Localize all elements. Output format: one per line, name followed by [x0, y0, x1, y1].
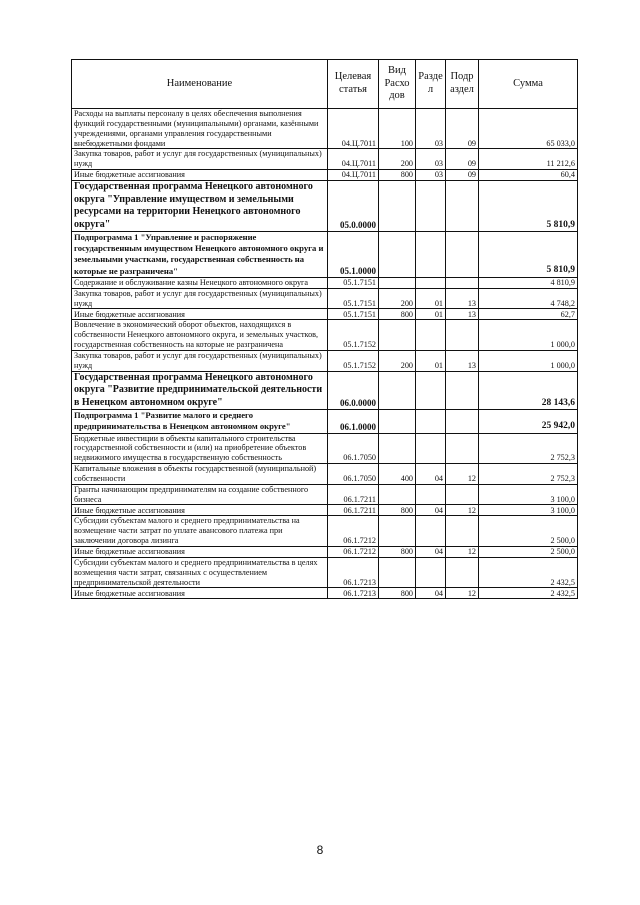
row-section-cell — [416, 371, 446, 410]
row-amount-cell: 5 810,9 — [479, 181, 578, 232]
row-amount-cell: 2 500,0 — [479, 516, 578, 547]
row-target-article-cell: 05.1.7152 — [328, 350, 379, 371]
row-expense-type-cell — [379, 433, 416, 464]
row-section-cell: 01 — [416, 350, 446, 371]
table-row — [72, 557, 578, 588]
row-target-article-cell: 05.1.0000 — [328, 232, 379, 278]
row-subsection-cell: 09 — [446, 149, 479, 170]
row-name-cell: Субсидии субъектам малого и среднего предпринимательства в целях возмещения части затрат, связанных с осуществлением предпринимательской деятельности — [72, 557, 328, 588]
row-section-cell — [416, 320, 446, 351]
row-expense-type-cell: 800 — [379, 170, 416, 181]
row-subsection-cell: 13 — [446, 309, 479, 320]
row-subsection-cell: 09 — [446, 109, 479, 149]
table-row — [72, 350, 578, 371]
row-section-cell — [416, 484, 446, 505]
row-subsection-cell — [446, 433, 479, 464]
row-name-cell: Государственная программа Ненецкого автономного округа "Управление имуществом и земельными ресурсами на территории Ненецкого автономного округа" — [72, 181, 328, 232]
row-amount-cell: 1 000,0 — [479, 350, 578, 371]
row-name-cell: Субсидии субъектам малого и среднего предпринимательства на возмещение части затрат по уплате авансового платежа при заключении договора лизинга — [72, 516, 328, 547]
row-section-cell — [416, 277, 446, 288]
row-expense-type-cell: 200 — [379, 350, 416, 371]
row-target-article-cell: 06.1.7050 — [328, 464, 379, 485]
row-target-article-cell: 06.1.7213 — [328, 557, 379, 588]
row-expense-type-cell: 800 — [379, 309, 416, 320]
row-name-cell: Подпрограмма 1 "Развитие малого и среднего предпринимательства в Ненецком автономном округе" — [72, 410, 328, 433]
row-subsection-cell: 12 — [446, 588, 479, 599]
row-name-cell: Иные бюджетные ассигнования — [72, 505, 328, 516]
table-row — [72, 149, 578, 170]
table-row — [72, 505, 578, 516]
table-row — [72, 588, 578, 599]
row-section-cell: 03 — [416, 149, 446, 170]
row-target-article-cell: 05.1.7151 — [328, 288, 379, 309]
row-amount-cell: 3 100,0 — [479, 484, 578, 505]
row-subsection-cell — [446, 181, 479, 232]
row-name-cell: Иные бюджетные ассигнования — [72, 170, 328, 181]
row-amount-cell: 4 810,9 — [479, 277, 578, 288]
row-section-cell — [416, 181, 446, 232]
row-expense-type-cell — [379, 371, 416, 410]
row-subsection-cell — [446, 557, 479, 588]
program-row — [72, 371, 578, 410]
table-row — [72, 288, 578, 309]
row-amount-cell: 2 432,5 — [479, 588, 578, 599]
row-name-cell: Вовлечение в экономический оборот объектов, находящихся в собственности Ненецкого автономного округа, и земельных участков, государственная собственность на которые не разграничена — [72, 320, 328, 351]
row-subsection-cell: 12 — [446, 546, 479, 557]
row-section-cell: 01 — [416, 288, 446, 309]
row-amount-cell: 5 810,9 — [479, 232, 578, 278]
row-section-cell: 03 — [416, 109, 446, 149]
table-row — [72, 309, 578, 320]
row-amount-cell: 25 942,0 — [479, 410, 578, 433]
row-name-cell: Содержание и обслуживание казны Ненецкого автономного округа — [72, 277, 328, 288]
row-target-article-cell: 06.1.7050 — [328, 433, 379, 464]
row-target-article-cell: 06.0.0000 — [328, 371, 379, 410]
row-target-article-cell: 05.1.7151 — [328, 277, 379, 288]
row-expense-type-cell: 800 — [379, 505, 416, 516]
row-subsection-cell: 09 — [446, 170, 479, 181]
row-name-cell: Иные бюджетные ассигнования — [72, 309, 328, 320]
row-name-cell: Расходы на выплаты персоналу в целях обеспечения выполнения функций государственными (муниципальными) органами, казёнными учреждениями, органами управления государственными внебюджетными фондами — [72, 109, 328, 149]
program-row — [72, 181, 578, 232]
row-target-article-cell: 04.Ц.7011 — [328, 170, 379, 181]
row-subsection-cell — [446, 371, 479, 410]
table-row — [72, 516, 578, 547]
row-name-cell: Закупка товаров, работ и услуг для государственных (муниципальных) нужд — [72, 288, 328, 309]
row-name-cell: Закупка товаров, работ и услуг для государственных (муниципальных) нужд — [72, 149, 328, 170]
row-section-cell: 04 — [416, 464, 446, 485]
row-expense-type-cell — [379, 484, 416, 505]
table-header-row — [72, 60, 578, 109]
table-body — [72, 109, 578, 599]
table-row — [72, 433, 578, 464]
row-section-cell: 03 — [416, 170, 446, 181]
row-expense-type-cell: 200 — [379, 288, 416, 309]
row-name-cell: Капитальные вложения в объекты государственной (муниципальной) собственности — [72, 464, 328, 485]
row-section-cell — [416, 516, 446, 547]
row-name-cell: Гранты начинающим предпринимателям на создание собственного бизнеса — [72, 484, 328, 505]
row-amount-cell: 62,7 — [479, 309, 578, 320]
row-section-cell — [416, 410, 446, 433]
row-expense-type-cell — [379, 320, 416, 351]
row-amount-cell: 3 100,0 — [479, 505, 578, 516]
row-target-article-cell: 06.1.7212 — [328, 546, 379, 557]
row-amount-cell: 2 432,5 — [479, 557, 578, 588]
row-name-cell: Иные бюджетные ассигнования — [72, 588, 328, 599]
row-subsection-cell — [446, 277, 479, 288]
table-row — [72, 170, 578, 181]
row-target-article-cell: 05.1.7152 — [328, 320, 379, 351]
row-expense-type-cell: 200 — [379, 149, 416, 170]
row-subsection-cell — [446, 484, 479, 505]
header-subsection: Подр аздел — [446, 60, 479, 109]
table-row — [72, 484, 578, 505]
row-expense-type-cell: 800 — [379, 546, 416, 557]
header-section: Разде л — [416, 60, 446, 109]
subprogram-row — [72, 232, 578, 278]
row-expense-type-cell — [379, 557, 416, 588]
row-section-cell: 04 — [416, 588, 446, 599]
row-target-article-cell: 06.1.7211 — [328, 484, 379, 505]
row-amount-cell: 28 143,6 — [479, 371, 578, 410]
row-name-cell: Бюджетные инвестиции в объекты капитального строительства государственной собственности и (или) на приобретение объектов недвижимого имущества в государственную собственность — [72, 433, 328, 464]
row-expense-type-cell: 100 — [379, 109, 416, 149]
subprogram-row — [72, 410, 578, 433]
row-expense-type-cell: 400 — [379, 464, 416, 485]
row-target-article-cell: 05.0.0000 — [328, 181, 379, 232]
page-number: 8 — [316, 843, 324, 857]
row-amount-cell: 2 752,3 — [479, 464, 578, 485]
row-subsection-cell: 13 — [446, 350, 479, 371]
row-target-article-cell: 06.1.7211 — [328, 505, 379, 516]
row-expense-type-cell — [379, 516, 416, 547]
header-name: Наименование — [72, 60, 328, 109]
row-section-cell: 01 — [416, 309, 446, 320]
row-expense-type-cell — [379, 181, 416, 232]
row-expense-type-cell: 800 — [379, 588, 416, 599]
row-target-article-cell: 06.1.7213 — [328, 588, 379, 599]
table-row — [72, 277, 578, 288]
row-amount-cell: 2 500,0 — [479, 546, 578, 557]
row-section-cell: 04 — [416, 505, 446, 516]
row-target-article-cell: 04.Ц.7011 — [328, 149, 379, 170]
header-expense-type: Вид Расхо дов — [379, 60, 416, 109]
table-row — [72, 464, 578, 485]
row-amount-cell: 60,4 — [479, 170, 578, 181]
row-target-article-cell: 06.1.7212 — [328, 516, 379, 547]
row-expense-type-cell — [379, 232, 416, 278]
row-amount-cell: 4 748,2 — [479, 288, 578, 309]
row-expense-type-cell — [379, 410, 416, 433]
row-amount-cell: 2 752,3 — [479, 433, 578, 464]
header-target-article: Целевая статья — [328, 60, 379, 109]
table-row — [72, 109, 578, 149]
table-row — [72, 546, 578, 557]
row-amount-cell: 1 000,0 — [479, 320, 578, 351]
row-subsection-cell — [446, 516, 479, 547]
row-target-article-cell: 06.1.0000 — [328, 410, 379, 433]
row-subsection-cell — [446, 410, 479, 433]
row-name-cell: Иные бюджетные ассигнования — [72, 546, 328, 557]
row-name-cell: Закупка товаров, работ и услуг для государственных (муниципальных) нужд — [72, 350, 328, 371]
row-amount-cell: 65 033,0 — [479, 109, 578, 149]
row-subsection-cell: 12 — [446, 464, 479, 485]
table-row — [72, 320, 578, 351]
row-subsection-cell: 13 — [446, 288, 479, 309]
budget-table — [71, 59, 578, 599]
row-target-article-cell: 05.1.7151 — [328, 309, 379, 320]
row-subsection-cell: 12 — [446, 505, 479, 516]
row-section-cell — [416, 557, 446, 588]
row-section-cell: 04 — [416, 546, 446, 557]
row-section-cell — [416, 232, 446, 278]
row-name-cell: Подпрограмма 1 "Управление и распоряжение государственным имуществом Ненецкого автономного округа и земельными участками, государственная собственность на которые не разграничена" — [72, 232, 328, 278]
row-expense-type-cell — [379, 277, 416, 288]
row-section-cell — [416, 433, 446, 464]
row-amount-cell: 11 212,6 — [479, 149, 578, 170]
header-amount: Сумма — [479, 60, 578, 109]
row-subsection-cell — [446, 320, 479, 351]
row-name-cell: Государственная программа Ненецкого автономного округа "Развитие предпринимательской деятельности в Ненецком автономном округе" — [72, 371, 328, 410]
row-target-article-cell: 04.Ц.7011 — [328, 109, 379, 149]
row-subsection-cell — [446, 232, 479, 278]
